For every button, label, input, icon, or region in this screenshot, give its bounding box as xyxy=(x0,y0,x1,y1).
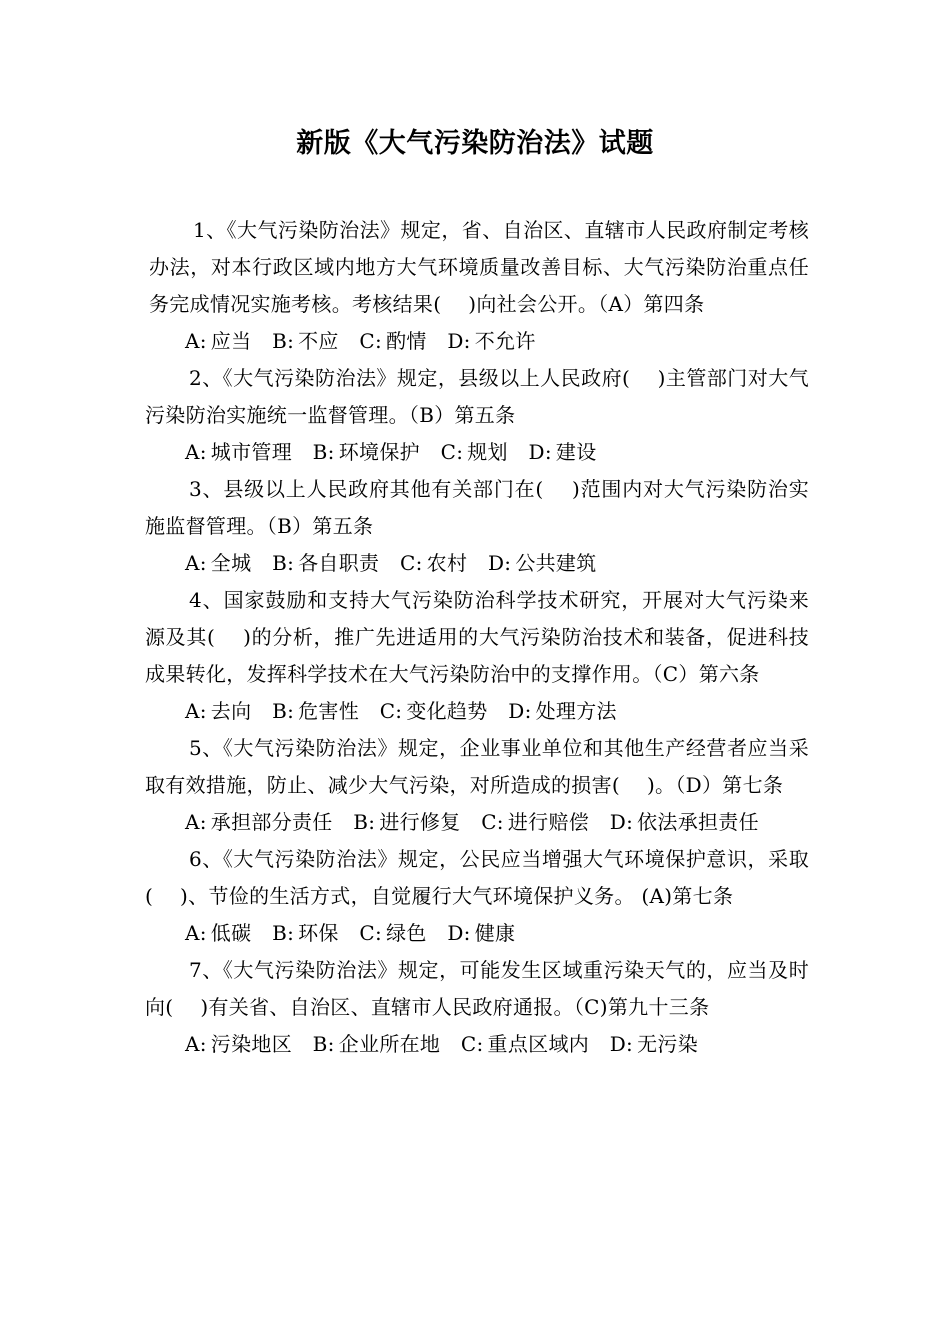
option-b: B: 不应 xyxy=(272,329,339,353)
option-row xyxy=(145,545,809,582)
option-row xyxy=(145,1026,809,1063)
question-text: 3、县级以上人民政府其他有关部门在( )范围内对大气污染防治实施监督管理。（B）第五条 xyxy=(145,477,809,538)
option-row xyxy=(145,693,809,730)
option-d: D: 依法承担责任 xyxy=(609,810,759,834)
option-c: C: 绿色 xyxy=(359,921,427,945)
option-b: B: 各自职责 xyxy=(272,551,380,575)
question-text: 1、《大气污染防治法》规定，省、自治区、直辖市人民政府制定考核办法，对本行政区域内地方大气环境质量改善目标、大气污染防治重点任务完成情况实施考核。考核结果( )向社会公开。（A）第四条 xyxy=(149,218,809,316)
option-row xyxy=(145,323,809,360)
option-a: A: 全城 xyxy=(185,551,252,575)
option-d: D: 不允许 xyxy=(447,329,536,353)
question-text: 6、《大气污染防治法》规定，公民应当增强大气环境保护意识，采取( )、节俭的生活方式，自觉履行大气环境保护义务。 (A)第七条 xyxy=(145,847,809,908)
option-a: A: 低碳 xyxy=(185,921,252,945)
option-c: C: 酌情 xyxy=(359,329,427,353)
option-d: D: 建设 xyxy=(528,440,597,464)
question-text: 5、《大气污染防治法》规定，企业事业单位和其他生产经营者应当采取有效措施，防止、减少大气污染，对所造成的损害( )。（D）第七条 xyxy=(145,736,809,797)
option-row xyxy=(145,915,809,952)
option-b: B: 进行修复 xyxy=(353,810,461,834)
option-d: D: 健康 xyxy=(447,921,516,945)
option-c: C: 重点区域内 xyxy=(460,1032,590,1056)
option-b: B: 环保 xyxy=(272,921,339,945)
option-d: D: 无污染 xyxy=(609,1032,698,1056)
question-text: 4、国家鼓励和支持大气污染防治科学技术研究，开展对大气污染来源及其( )的分析，推广先进适用的大气污染防治技术和装备，促进科技成果转化，发挥科学技术在大气污染防治中的支撑作用。（C）第六条 xyxy=(145,588,809,686)
option-c: C: 农村 xyxy=(400,551,468,575)
option-a: A: 去向 xyxy=(185,699,252,723)
option-c: C: 规划 xyxy=(440,440,508,464)
question-list xyxy=(145,212,809,1063)
option-a: A: 城市管理 xyxy=(185,440,292,464)
option-a: A: 污染地区 xyxy=(185,1032,292,1056)
option-b: B: 企业所在地 xyxy=(312,1032,441,1056)
document-title: 新版《大气污染防治法》试题 xyxy=(296,128,654,159)
question-text: 7、《大气污染防治法》规定，可能发生区域重污染天气的，应当及时向( )有关省、自治区、直辖市人民政府通报。（C)第九十三条 xyxy=(145,958,809,1019)
option-row xyxy=(145,804,809,841)
option-row xyxy=(145,434,809,471)
option-d: D: 处理方法 xyxy=(508,699,617,723)
option-c: C: 进行赔偿 xyxy=(481,810,590,834)
question-text: 2、《大气污染防治法》规定，县级以上人民政府( )主管部门对大气污染防治实施统一监督管理。（B）第五条 xyxy=(145,366,809,427)
option-c: C: 变化趋势 xyxy=(379,699,488,723)
option-d: D: 公共建筑 xyxy=(487,551,597,575)
option-b: B: 环境保护 xyxy=(312,440,420,464)
option-a: A: 应当 xyxy=(185,329,252,353)
option-a: A: 承担部分责任 xyxy=(185,810,333,834)
option-b: B: 危害性 xyxy=(272,699,360,723)
